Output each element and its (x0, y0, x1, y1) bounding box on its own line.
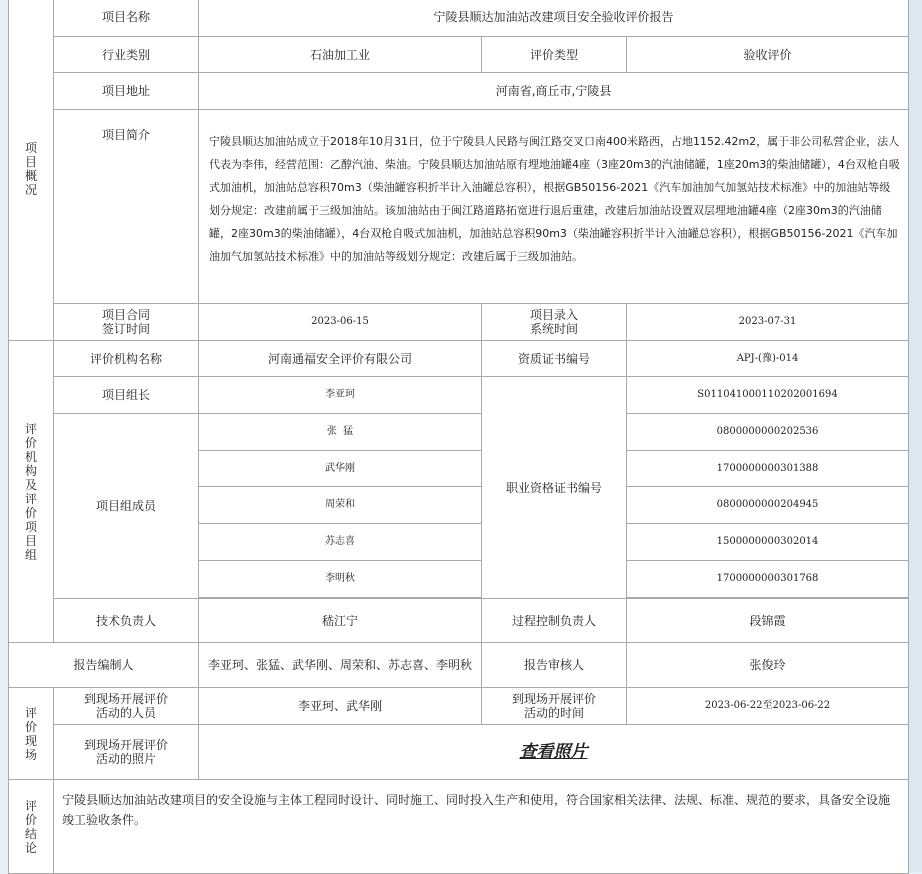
tech-lead-label: 技术负责人 (54, 599, 199, 643)
project-name-label: 项目名称 (54, 0, 199, 37)
site-time-label: 到现场开展评价 活动的时间 (482, 688, 627, 725)
site-photo-cell (199, 725, 909, 780)
compiler-value: 李亚珂、张猛、武华刚、周荣和、苏志喜、李明秋 (199, 643, 482, 688)
cert-no-value: APJ-(豫)-014 (627, 341, 909, 377)
site-photo-label: 到现场开展评价 活动的照片 (54, 725, 199, 780)
industry-value: 石油加工业 (199, 37, 482, 73)
reviewer-label: 报告审核人 (482, 643, 627, 688)
eval-type-label: 评价类型 (482, 37, 627, 73)
section-conclusion: 评 价 结 论 (9, 780, 54, 874)
industry-label: 行业类别 (54, 37, 199, 73)
contract-date-value: 2023-06-15 (199, 304, 482, 341)
entry-date-label: 项目录入 系统时间 (482, 304, 627, 341)
scrollbar-track[interactable] (907, 0, 922, 872)
intro-label: 项目简介 (54, 110, 199, 304)
member-name: 周荣和 (199, 487, 482, 524)
member-cert: 1700000000301388 (627, 451, 909, 487)
qual-cert-label: 职业资格证书编号 (482, 377, 627, 599)
section-project-overview: 项 目 概 况 (9, 0, 54, 341)
process-lead-label: 过程控制负责人 (482, 599, 627, 643)
compiler-label: 报告编制人 (9, 643, 199, 688)
view-photos-link[interactable]: 查看照片 (519, 741, 588, 762)
site-people-label: 到现场开展评价 活动的人员 (54, 688, 199, 725)
eval-type-value: 验收评价 (627, 37, 909, 73)
address-value: 河南省,商丘市,宁陵县 (199, 73, 909, 110)
section-eval-team: 评 价 机 构 及 评 价 项 目 组 (9, 341, 54, 643)
section-site: 评 价 现 场 (9, 688, 54, 780)
member-name: 张 猛 (199, 414, 482, 451)
site-time-value: 2023-06-22至2023-06-22 (627, 688, 909, 725)
process-lead-value: 段锦霞 (627, 599, 909, 643)
report-info-table (8, 0, 909, 874)
project-name-value: 宁陵县顺达加油站改建项目安全验收评价报告 (199, 0, 909, 37)
address-label: 项目地址 (54, 73, 199, 110)
member-cert: 0800000000204945 (627, 487, 909, 524)
conclusion-text: 宁陵县顺达加油站改建项目的安全设施与主体工程同时设计、同时施工、同时投入生产和使用，符合国家相关法律、法规、标准、规范的要求，具备安全设施竣工验收条件。 (54, 780, 909, 874)
tech-lead-value: 嵇江宁 (199, 599, 482, 643)
reviewer-value: 张俊玲 (627, 643, 909, 688)
org-name-label: 评价机构名称 (54, 341, 199, 377)
intro-text: 宁陵县顺达加油站成立于2018年10月31日，位于宁陵县人民路与闽江路交叉口南400米路西，占地1152.42m2，属于非公司私营企业，法人代表为李伟，经营范围：乙醇汽油、柴油。宁陵县顺达加油站原有埋地油罐4座（3座20m3的汽油储罐，1座20m3的柴油储罐），4台双枪自吸式加油机，加油站总容积70m3（柴油罐容积折半计入油罐总容积），根据GB50156-2021《汽车加油加气加氢站技术标准》中的加油站等级划分规定：改建前属于三级加油站。该加油站由于闽江路道路拓宽进行退后重建，改建后加油站设置双层埋地油罐4座（2座30m3的汽油储罐，2座30m3的柴油储罐），4台双枪自吸式加油机，加油站总容积90m3（柴油罐容积折半计入油罐总容积），根据GB50156-2021《汽车加油加气加氢站技术标准》中的加油站等级划分规定：改建后属于三级加油站。 (199, 110, 909, 304)
member-name: 武华刚 (199, 451, 482, 487)
member-name: 苏志喜 (199, 524, 482, 561)
leader-label: 项目组长 (54, 377, 199, 414)
members-label: 项目组成员 (54, 414, 199, 599)
cert-no-label: 资质证书编号 (482, 341, 627, 377)
contract-date-label: 项目合同 签订时间 (54, 304, 199, 341)
member-cert: 0800000000202536 (627, 414, 909, 451)
member-name: 李明秋 (199, 561, 482, 598)
member-cert: 1700000000301768 (627, 561, 909, 598)
member-cert: 1500000000302014 (627, 524, 909, 561)
leader-name: 李亚珂 (199, 377, 482, 414)
site-people-value: 李亚珂、武华刚 (199, 688, 482, 725)
leader-cert: S011041000110202001694 (627, 377, 909, 414)
entry-date-value: 2023-07-31 (627, 304, 909, 341)
org-name-value: 河南通福安全评价有限公司 (199, 341, 482, 377)
